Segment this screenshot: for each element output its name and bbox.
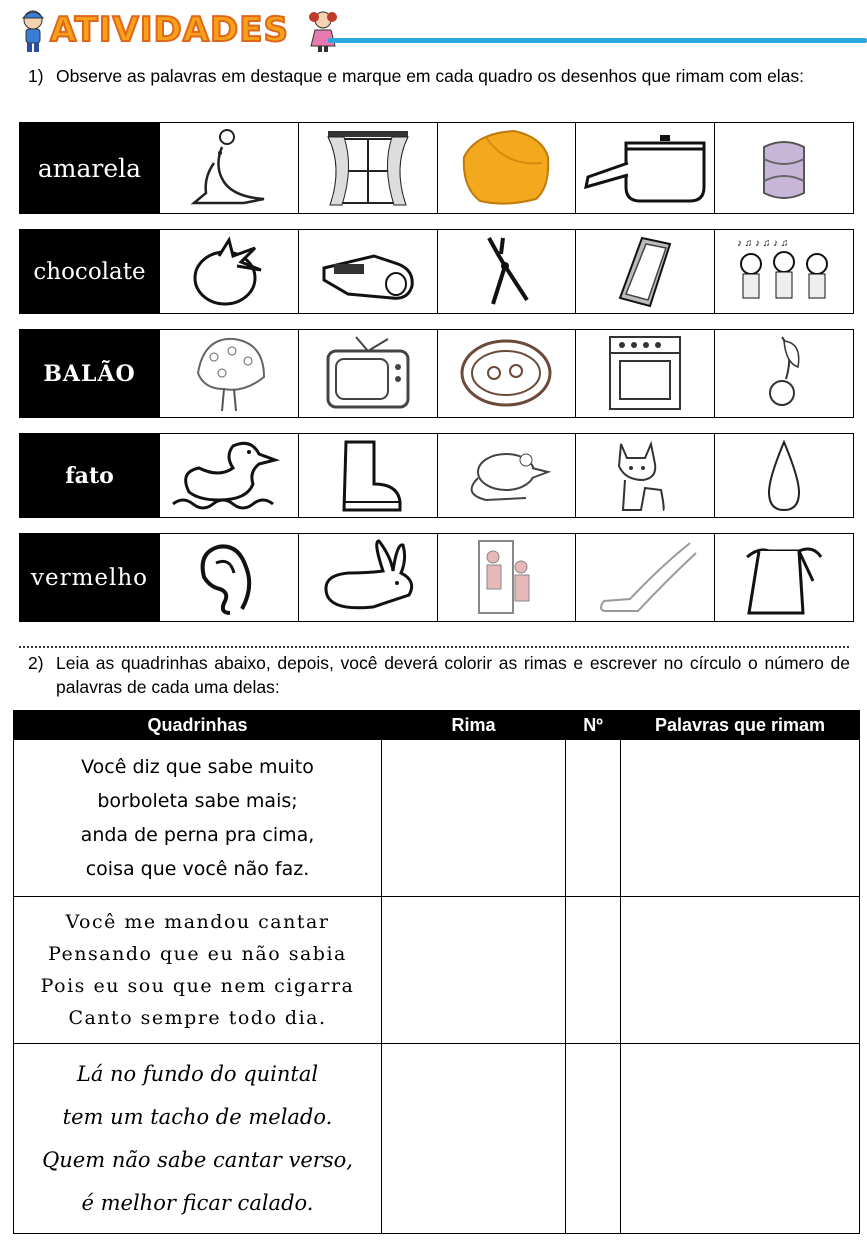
rhyme-row bbox=[19, 122, 854, 214]
poem-line: Você diz que sabe muito bbox=[81, 756, 314, 778]
question-2 bbox=[28, 651, 850, 699]
picture-cell[interactable] bbox=[159, 434, 298, 517]
poem-cell bbox=[14, 1044, 382, 1234]
rhyme-answer-cell[interactable] bbox=[382, 1044, 566, 1234]
poem-line: Pois eu sou que nem cigarra bbox=[40, 975, 355, 997]
words-answer-cell[interactable] bbox=[621, 740, 860, 897]
picture-cell[interactable] bbox=[298, 534, 437, 621]
window-icon bbox=[318, 127, 418, 209]
picture-cell[interactable] bbox=[437, 434, 576, 517]
words-answer-cell[interactable] bbox=[621, 897, 860, 1044]
picture-cell[interactable] bbox=[575, 434, 714, 517]
poem-line: Você me mandou cantar bbox=[65, 911, 330, 933]
question-number: 1) bbox=[28, 66, 44, 86]
header-rule bbox=[328, 38, 867, 43]
tomato-icon bbox=[189, 234, 269, 310]
poem-line: coisa que você não faz. bbox=[85, 858, 310, 880]
highlight-word: BALÃO bbox=[20, 330, 159, 417]
picture-cell[interactable] bbox=[437, 330, 576, 417]
question-1 bbox=[28, 64, 850, 112]
rat-icon bbox=[456, 438, 556, 514]
poem-line: tem um tacho de melado. bbox=[62, 1104, 333, 1129]
poem-cell bbox=[14, 897, 382, 1044]
picture-cell[interactable] bbox=[298, 434, 437, 517]
poem-line: anda de perna pra cima, bbox=[80, 824, 315, 846]
rhyme-row bbox=[19, 533, 854, 622]
picture-cell[interactable] bbox=[437, 123, 576, 213]
picture-cell[interactable] bbox=[714, 230, 853, 313]
whistle-icon bbox=[318, 234, 418, 310]
poem-line: borboleta sabe mais; bbox=[97, 790, 298, 812]
drop-icon bbox=[759, 438, 809, 514]
oven-icon bbox=[600, 333, 690, 415]
boy-mascot-icon bbox=[18, 8, 48, 54]
rug-icon bbox=[610, 234, 680, 310]
cat-icon bbox=[605, 438, 685, 514]
rhyme-row bbox=[19, 229, 854, 314]
question-text: Leia as quadrinhas abaixo, depois, você deverá colorir as rimas e escrever no círculo o número de palavras de cada uma delas: bbox=[56, 653, 850, 697]
picture-cell[interactable] bbox=[714, 434, 853, 517]
highlight-word: fato bbox=[20, 434, 159, 517]
question-text: Observe as palavras em destaque e marque em cada quadro os desenhos que rimam com elas: bbox=[56, 66, 805, 86]
picture-cell[interactable] bbox=[159, 123, 298, 213]
section-divider bbox=[19, 646, 849, 648]
question-number: 2) bbox=[28, 653, 44, 673]
column-header: Quadrinhas bbox=[14, 711, 382, 740]
picture-cell[interactable] bbox=[437, 534, 576, 621]
picture-cell[interactable] bbox=[714, 330, 853, 417]
cherry-icon bbox=[754, 333, 814, 415]
picture-cell[interactable] bbox=[575, 230, 714, 313]
picture-cell[interactable] bbox=[159, 330, 298, 417]
picture-cell[interactable] bbox=[298, 123, 437, 213]
rhymes-table bbox=[13, 710, 860, 1234]
picture-cell[interactable] bbox=[298, 330, 437, 417]
pan-icon bbox=[580, 127, 710, 209]
leg-icon bbox=[590, 537, 700, 619]
rhyme-answer-cell[interactable] bbox=[382, 740, 566, 897]
band-icon bbox=[729, 234, 839, 310]
boot-icon bbox=[328, 438, 408, 514]
poem-line: Pensando que eu não sabia bbox=[48, 943, 347, 965]
picture-cell[interactable] bbox=[159, 534, 298, 621]
count-answer-cell[interactable] bbox=[566, 1044, 621, 1234]
picture-cell[interactable] bbox=[714, 534, 853, 621]
seal-icon bbox=[184, 127, 274, 209]
soap-icon bbox=[456, 333, 556, 415]
column-header: Palavras que rimam bbox=[621, 711, 860, 740]
yarn-icon bbox=[754, 127, 814, 209]
rabbit-icon bbox=[313, 537, 423, 619]
cloth-icon bbox=[456, 127, 556, 209]
peacock-icon bbox=[184, 333, 274, 415]
pliers-icon bbox=[471, 234, 541, 310]
picture-cell[interactable] bbox=[575, 534, 714, 621]
column-header: Nº bbox=[566, 711, 621, 740]
girl-mascot-icon bbox=[308, 8, 338, 54]
picture-cell[interactable] bbox=[159, 230, 298, 313]
poem-line: é melhor ficar calado. bbox=[81, 1190, 314, 1215]
towel-icon bbox=[739, 537, 829, 619]
ear-icon bbox=[194, 537, 264, 619]
poem-cell bbox=[14, 740, 382, 897]
television-icon bbox=[318, 333, 418, 415]
picture-cell[interactable] bbox=[575, 330, 714, 417]
duck-icon bbox=[169, 438, 289, 514]
words-answer-cell[interactable] bbox=[621, 1044, 860, 1234]
table-row bbox=[14, 740, 860, 897]
poem-line: Quem não sabe cantar verso, bbox=[42, 1147, 353, 1172]
picture-cell[interactable] bbox=[298, 230, 437, 313]
page-title: ATIVIDADES bbox=[50, 10, 289, 50]
picture-cell[interactable] bbox=[714, 123, 853, 213]
table-row bbox=[14, 897, 860, 1044]
mirror-icon bbox=[471, 537, 541, 619]
rhyme-row bbox=[19, 433, 854, 518]
highlight-word: amarela bbox=[20, 123, 159, 213]
poem-line: Canto sempre todo dia. bbox=[68, 1007, 327, 1029]
rhyme-answer-cell[interactable] bbox=[382, 897, 566, 1044]
count-answer-cell[interactable] bbox=[566, 897, 621, 1044]
table-row bbox=[14, 1044, 860, 1234]
highlight-word: chocolate bbox=[20, 230, 159, 313]
rhyme-row bbox=[19, 329, 854, 418]
svg-text:♪ ♫ ♪ ♫ ♪ ♫: ♪ ♫ ♪ ♫ ♪ ♫ bbox=[737, 237, 789, 249]
picture-cell[interactable] bbox=[437, 230, 576, 313]
page-header bbox=[18, 8, 867, 54]
poem-line: Lá no fundo do quintal bbox=[76, 1061, 319, 1086]
highlight-word: vermelho bbox=[20, 534, 159, 621]
picture-cell[interactable] bbox=[575, 123, 714, 213]
count-answer-cell[interactable] bbox=[566, 740, 621, 897]
column-header: Rima bbox=[382, 711, 566, 740]
